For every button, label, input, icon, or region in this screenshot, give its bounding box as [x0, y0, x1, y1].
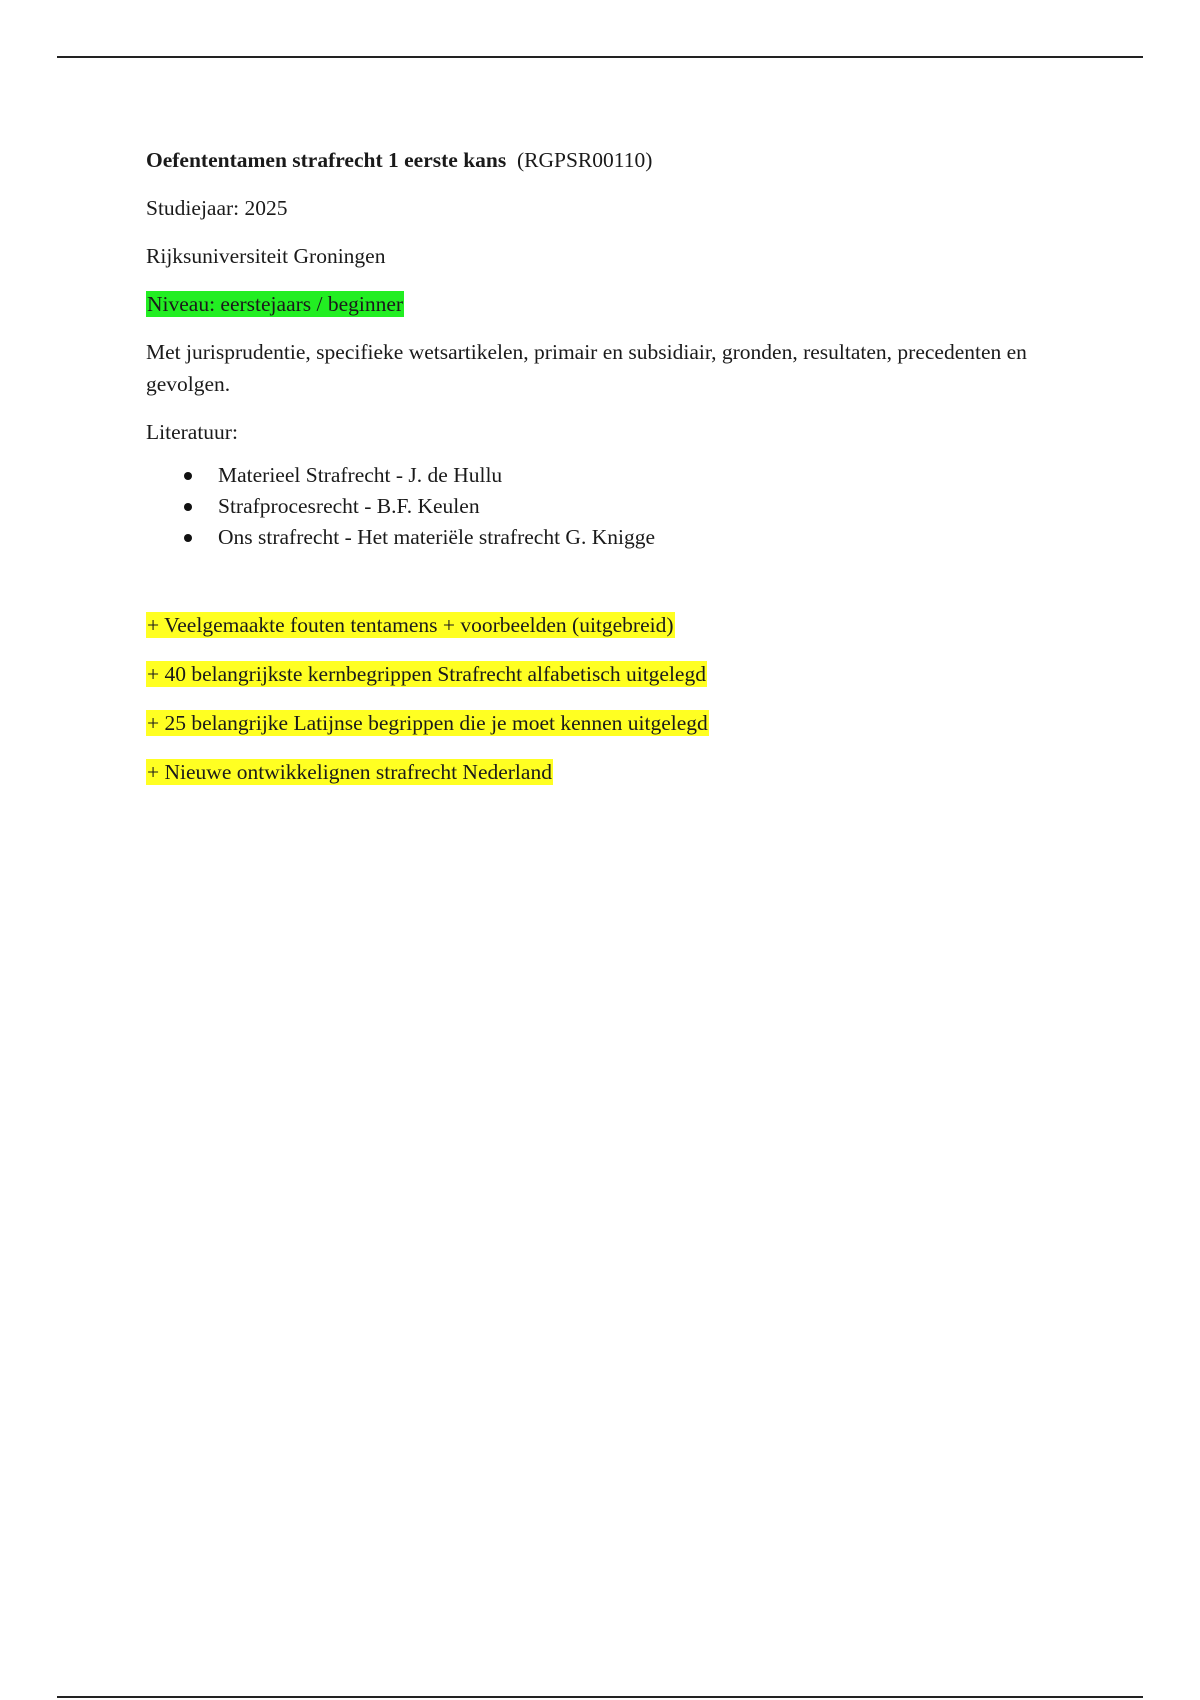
literature-item-text: Strafprocesrecht - B.F. Keulen — [218, 494, 480, 518]
level-line — [146, 288, 1046, 320]
study-year: Studiejaar: 2025 — [146, 196, 288, 220]
extra-line — [146, 756, 1046, 789]
course-code: (RGPSR00110) — [516, 148, 653, 172]
literature-label: Literatuur: — [146, 420, 238, 444]
literature-item-text: Materieel Strafrecht - J. de Hullu — [218, 463, 503, 487]
bullet-icon — [184, 534, 192, 542]
extras-section — [146, 609, 1046, 789]
list-item — [146, 460, 1046, 491]
extra-highlight: + Nieuwe ontwikkelignen strafrecht Nederland — [147, 760, 552, 784]
extra-highlight: + 40 belangrijkste kernbegrippen Strafrecht alfabetisch uitgelegd — [147, 662, 706, 686]
document-title — [146, 144, 1046, 176]
extra-line — [146, 707, 1046, 740]
university-name: Rijksuniversiteit Groningen — [146, 244, 386, 268]
literature-item-text: Ons strafrecht - Het materiële strafrecht G. Knigge — [218, 525, 655, 549]
extra-line — [146, 658, 1046, 691]
level-highlight: Niveau: eerstejaars / beginner — [147, 292, 404, 316]
description-paragraph: Met jurisprudentie, specifieke wetsartikelen, primair en subsidiair, gronden, resultaten, precedenten en gevolgen. — [146, 340, 1027, 396]
literature-list — [146, 460, 1046, 553]
document-body — [146, 144, 1046, 805]
extra-highlight: + 25 belangrijke Latijnse begrippen die je moet kennen uitgelegd — [147, 711, 708, 735]
list-item — [146, 491, 1046, 522]
extra-line — [146, 609, 1046, 642]
list-item — [146, 522, 1046, 553]
bullet-icon — [184, 503, 192, 511]
bullet-icon — [184, 472, 192, 480]
extra-highlight: + Veelgemaakte fouten tentamens + voorbeelden (uitgebreid) — [147, 613, 674, 637]
footer-rule — [57, 1696, 1143, 1698]
header-rule — [57, 56, 1143, 58]
title-bold-text: Oefententamen strafrecht 1 eerste kans — [146, 148, 507, 172]
